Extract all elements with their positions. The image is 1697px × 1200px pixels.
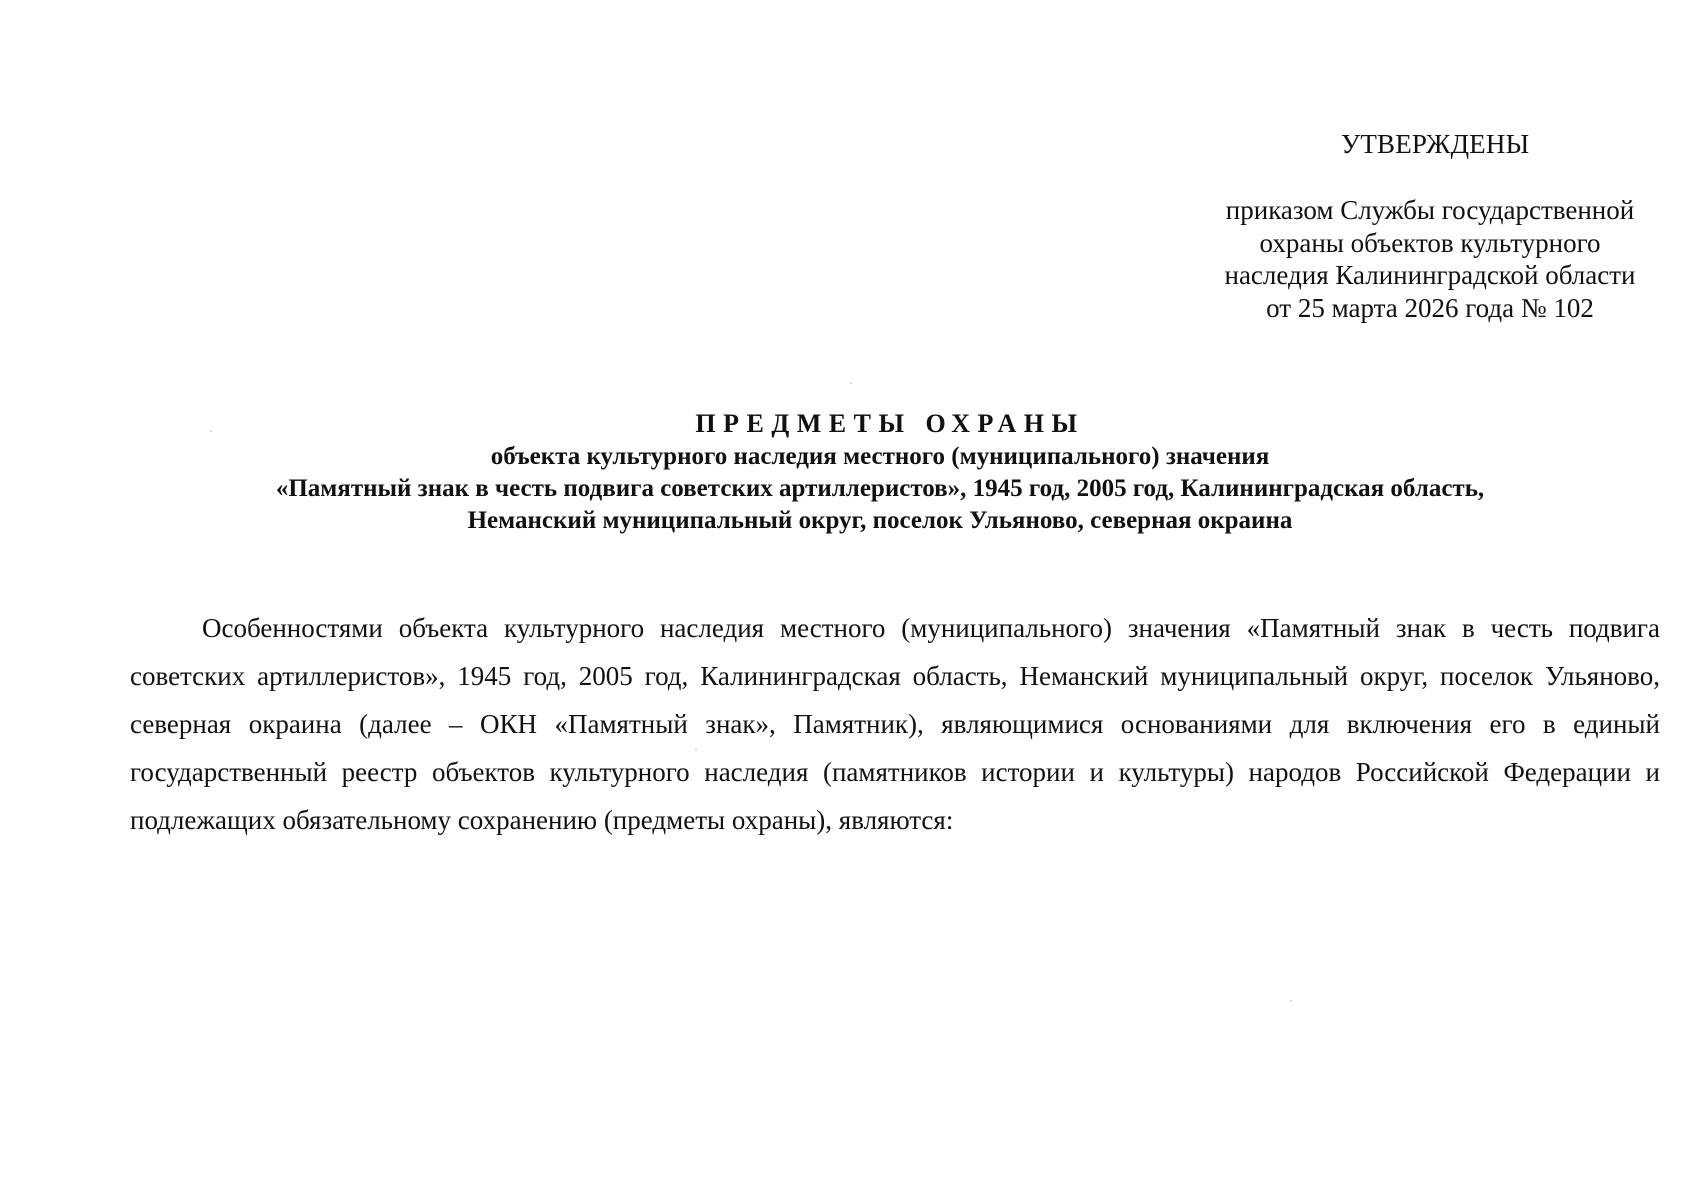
approval-line: наследия Калининградской области: [1224, 260, 1636, 290]
heading-line: «Памятный знак в честь подвига советских артиллеристов», 1945 год, 2005 год, Калининградская область,: [275, 475, 1485, 502]
approval-title: УТВЕРЖДЕНЫ: [1341, 129, 1530, 159]
scan-speck: [1290, 1000, 1292, 1002]
document-heading: [100, 407, 1660, 537]
heading-line: Неманский муниципальный округ, поселок Ульяново, северная окраина: [467, 507, 1293, 534]
scan-speck: [210, 430, 212, 432]
approval-line: от 25 марта 2026 года № 102: [1266, 292, 1594, 323]
body-paragraph: Особенностями объекта культурного наследия местного (муниципального) значения «Памятный знак в честь подвига советских артиллеристов», 1945 год, 2005 год, Калининградская область, Неманский муниципальный округ, поселок Ульяново, северная окраина (далее – ОКН «Памятный знак», Памятник), являющимися основаниями для включения его в единый государственный реестр объектов культурного наследия (памятников истории и культуры) народов Российской Федерации и подлежащих обязательному сохранению (предметы охраны), являются:: [130, 613, 1660, 835]
approval-block: [1200, 194, 1660, 324]
heading-title: ПРЕДМЕТЫ ОХРАНЫ: [695, 409, 1085, 438]
scan-speck: [850, 382, 852, 384]
approval-line: приказом Службы государственной: [1225, 195, 1635, 225]
heading-line: объекта культурного наследия местного (муниципального) значения: [490, 443, 1270, 470]
approval-line: охраны объектов культурного: [1259, 227, 1601, 258]
scan-speck: [695, 748, 697, 750]
